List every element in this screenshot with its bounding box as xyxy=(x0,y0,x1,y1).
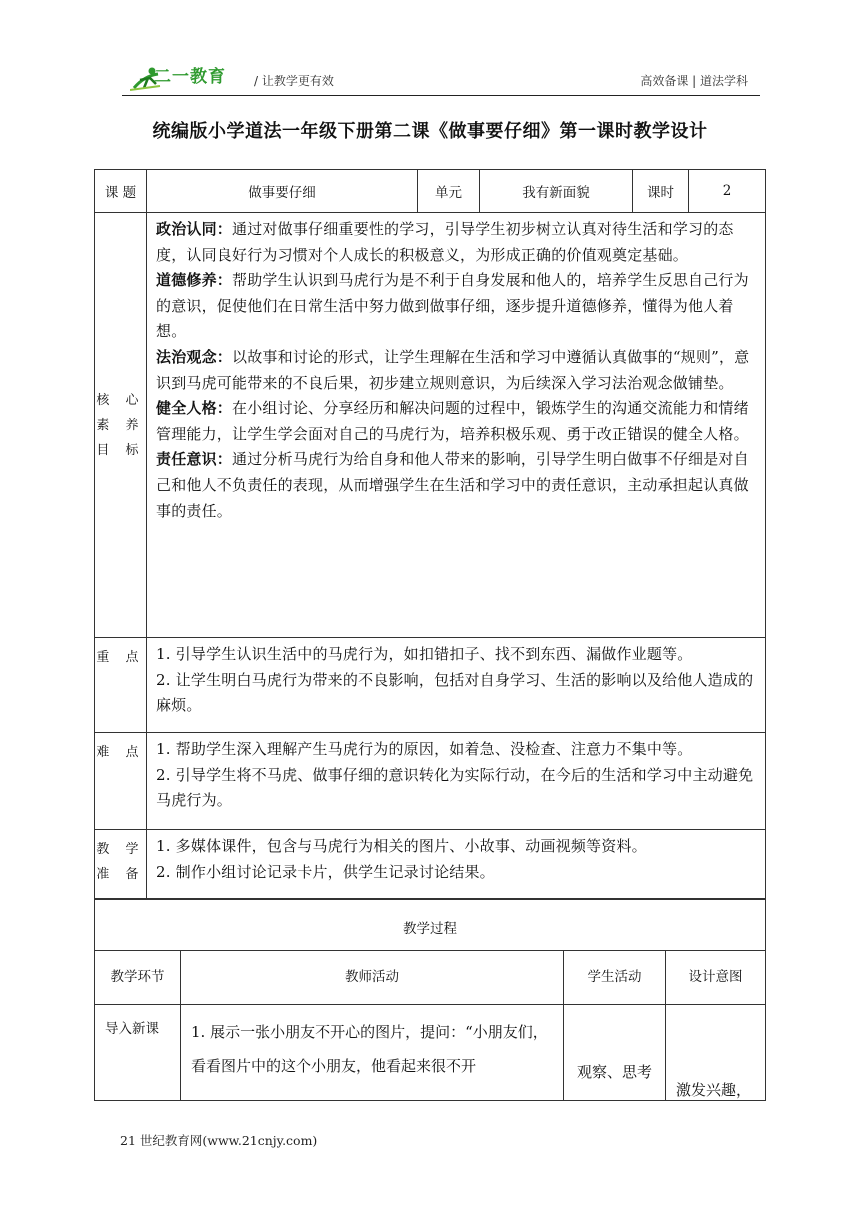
column-header: 学生活动 xyxy=(564,951,666,1005)
teaching-process-table xyxy=(94,898,766,1101)
header-divider xyxy=(122,95,760,96)
header-subject-tag: 高效备课 | 道法学科 xyxy=(640,74,748,88)
period-value: 2 xyxy=(689,170,766,213)
key-points-content xyxy=(147,638,766,733)
header-slogan: / 让教学更有效 xyxy=(254,74,334,88)
course-value: 做事要仔细 xyxy=(147,170,418,213)
goal-term: 责任意识： xyxy=(156,450,233,469)
preparation-label-line: 准 备 xyxy=(96,867,145,882)
goals-label-line: 核 心 xyxy=(96,392,145,408)
lesson-info-table xyxy=(94,169,766,900)
goal-term: 法治观念： xyxy=(156,347,233,366)
preparation-item: 1. 多媒体课件，包含与马虎行为相关的图片、小故事、动画视频等资料。 xyxy=(156,837,647,855)
design-intent-cell: 激发兴趣， xyxy=(666,1005,766,1101)
logo-text: 二一教育 xyxy=(154,67,226,87)
period-label: 课时 xyxy=(633,170,689,213)
goal-item xyxy=(156,345,757,396)
column-header: 教学环节 xyxy=(95,951,181,1005)
key-points-row xyxy=(95,638,766,733)
goals-label-line: 素 养 xyxy=(96,417,145,433)
difficulty-item: 1. 帮助学生深入理解产生马虎行为的原因，如着急、没检查、注意力不集中等。 xyxy=(156,740,693,758)
preparation-item: 2. 制作小组讨论记录卡片，供学生记录讨论结果。 xyxy=(156,862,495,881)
goal-text: 帮助学生认识到马虎行为是不利于自身发展和他人的，培养学生反思自己行为的意识，促使他们在日常生活中努力做到做事仔细，逐步提升道德修养，懂得为他人着想。 xyxy=(156,271,749,341)
difficulties-row xyxy=(95,733,766,830)
goal-text: 通过对做事仔细重要性的学习，引导学生初步树立认真对待生活和学习的态度，认同良好行为习惯对个人成长的积极意义，为形成正确的价值观奠定基础。 xyxy=(156,220,734,264)
goals-row xyxy=(95,213,766,638)
goal-term: 健全人格： xyxy=(156,399,233,418)
key-points-label: 重 点 xyxy=(95,638,147,733)
goals-label-line: 目 标 xyxy=(96,442,145,458)
key-point-item: 2. 让学生明白马虎行为带来的不良影响，包括对自身学习、生活的影响以及给他人造成的麻烦。 xyxy=(156,670,754,715)
goal-item xyxy=(156,268,757,345)
unit-label: 单元 xyxy=(418,170,480,213)
process-title: 教学过程 xyxy=(95,899,766,951)
difficulties-label: 难 点 xyxy=(95,733,147,830)
preparation-label xyxy=(95,830,147,900)
goal-item xyxy=(156,217,757,268)
preparation-row xyxy=(95,830,766,900)
goal-term: 道德修养： xyxy=(156,271,233,290)
document-title: 统编版小学道法一年级下册第二课《做事要仔细》第一课时教学设计 xyxy=(152,121,708,142)
info-row xyxy=(95,170,766,213)
column-header: 教师活动 xyxy=(181,951,564,1005)
goal-item xyxy=(156,396,757,447)
difficulty-item: 2. 引导学生将不马虎、做事仔细的意识转化为实际行动，在今后的生活和学习中主动避免马虎行为。 xyxy=(156,765,754,810)
process-row xyxy=(95,1005,766,1101)
page-footer: 21 世纪教育网(www.21cnjy.com) xyxy=(120,1133,318,1148)
goal-text: 在小组讨论、分享经历和解决问题的过程中，锻炼学生的沟通交流能力和情绪管理能力，让学生学会面对自己的马虎行为，培养积极乐观、勇于改正错误的健全人格。 xyxy=(156,399,749,443)
key-point-item: 1. 引导学生认识生活中的马虎行为，如扣错扣子、找不到东西、漏做作业题等。 xyxy=(156,645,693,663)
goal-text: 通过分析马虎行为给自身和他人带来的影响，引导学生明白做事不仔细是对自己和他人不负责任的表现，从而增强学生在生活和学习中的责任意识，主动承担起认真做事的责任。 xyxy=(156,450,749,520)
unit-value: 我有新面貌 xyxy=(480,170,633,213)
teacher-activity-cell: 1. 展示一张小朋友不开心的图片，提问：“小朋友们，看看图片中的这个小朋友，他看起来很不开 xyxy=(181,1005,564,1101)
process-title-row xyxy=(95,899,766,951)
column-header: 设计意图 xyxy=(666,951,766,1005)
preparation-content xyxy=(147,830,766,900)
student-activity-cell: 观察、思考 xyxy=(564,1005,666,1101)
goal-term: 政治认同： xyxy=(156,220,233,238)
course-label: 课 题 xyxy=(95,170,147,213)
difficulties-content xyxy=(147,733,766,830)
process-header-row xyxy=(95,951,766,1005)
stage-cell: 导入新课 xyxy=(95,1005,181,1101)
page-header xyxy=(122,60,760,96)
preparation-label-line: 教 学 xyxy=(96,842,145,857)
goals-label xyxy=(95,213,147,638)
goal-item xyxy=(156,447,757,524)
goal-text: 以故事和讨论的形式，让学生理解在生活和学习中遵循认真做事的“规则”，意识到马虎可能带来的不良后果，初步建立规则意识，为后续深入学习法治观念做铺垫。 xyxy=(156,347,750,392)
goals-content xyxy=(147,213,766,638)
